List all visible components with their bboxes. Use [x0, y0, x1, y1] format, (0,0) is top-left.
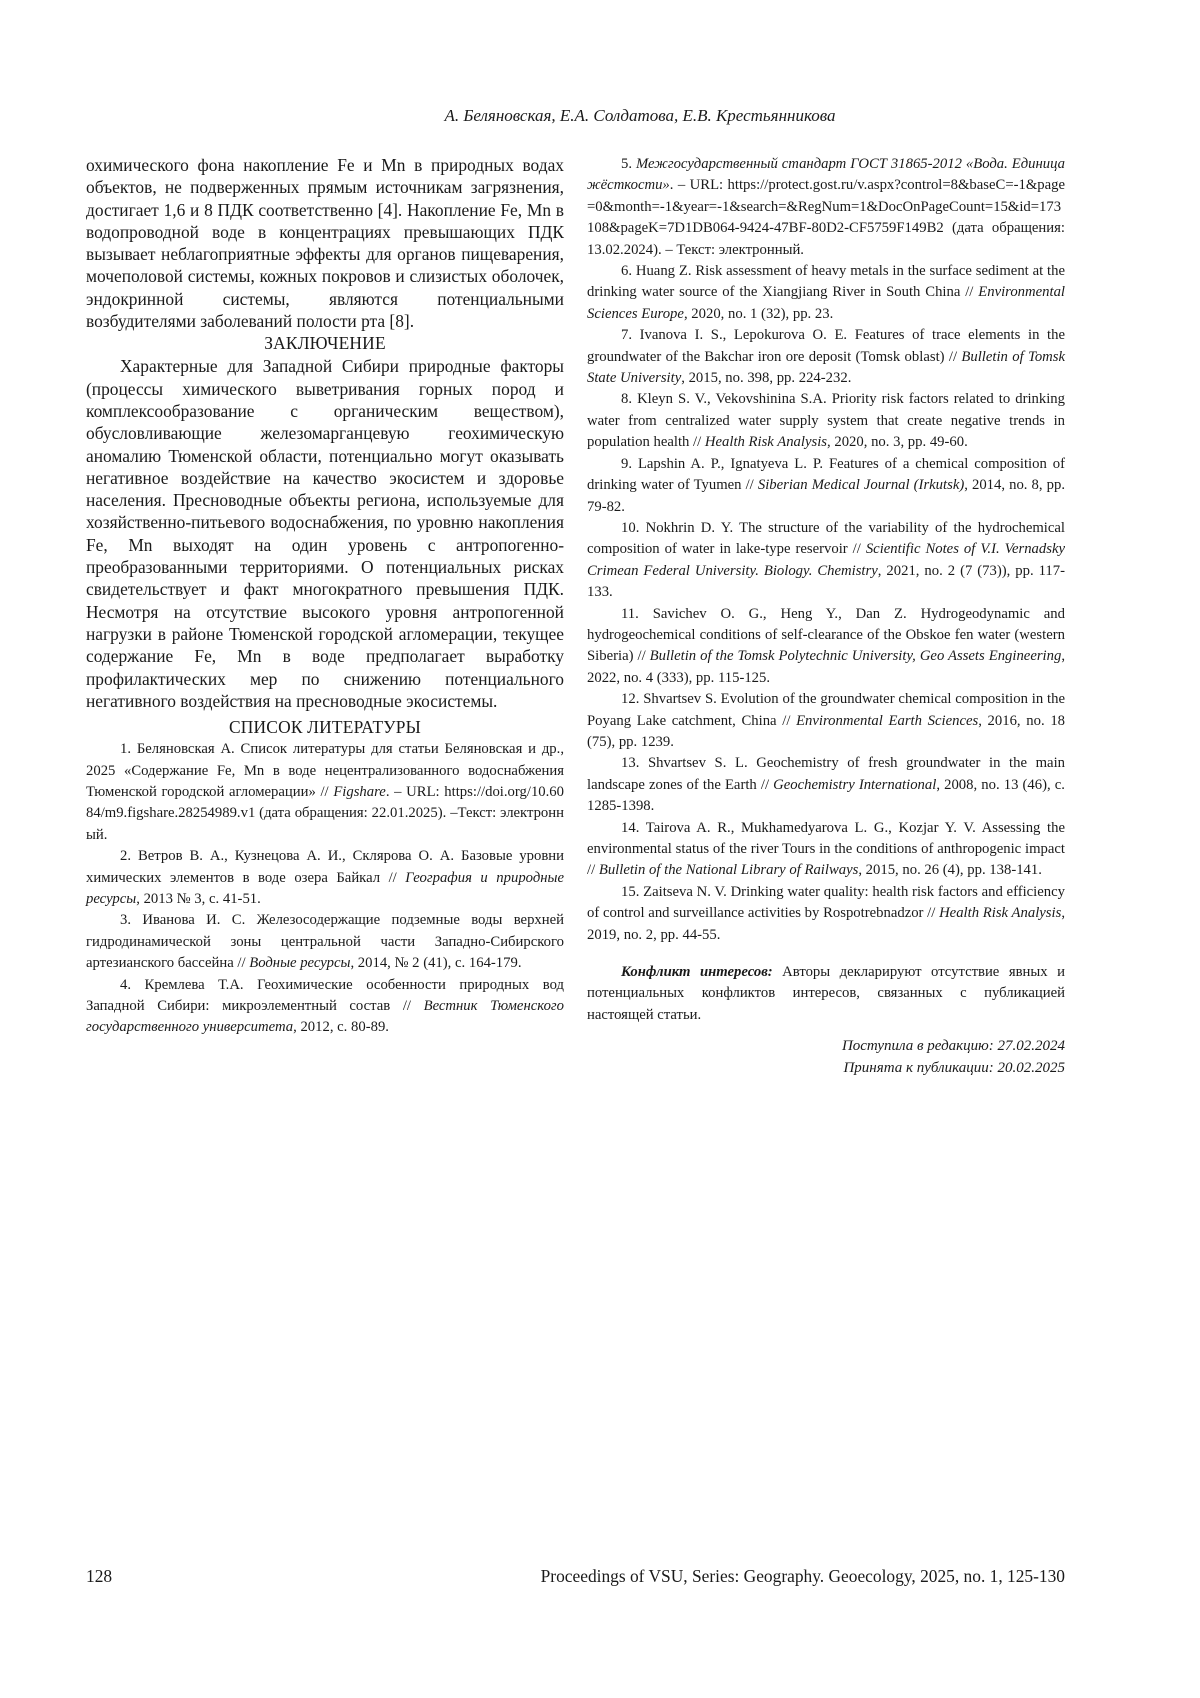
reference-item: 3. Иванова И. С. Железосодержащие подземные воды верхней гидродинамической зоны центральной части Западно-Сибирского артезианского бассейна // Водные ресурсы, 2014, № 2 (41), с. 164-179.: [86, 912, 564, 972]
reference-item: 7. Ivanova I. S., Lepokurova O. E. Features of trace elements in the groundwater of the Bakchar iron ore deposit (Tomsk oblast) // Bulletin of Tomsk State University, 2015, no. 398, pp. 224-232.: [587, 327, 1066, 387]
reference-item: 11. Savichev O. G., Heng Y., Dan Z. Hydrogeodynamic and hydrogeochemical conditions of self-clearance of the Obskoe fen water (western Siberia) // Bulletin of the Tomsk Polytechnic University, Geo Assets Engineering, 2022, no. 4 (333), pp. 115-125.: [587, 605, 1066, 686]
running-header: А. Беляновская, Е.А. Солдатова, Е.В. Крестьянникова: [444, 106, 836, 125]
submission-dates: [587, 1036, 1065, 1079]
body-paragraph: охимического фона накопление Fe и Mn в природных водах объектов, не подверженных прямым источникам загрязнения, достигает 1,6 и 8 ПДК соответственно [4]. Накопление Fe, Mn в водопроводной воде в концентрациях превышающих ПДК вызывает неблагоприятные эффекты для органов пищеварения, мочеполовой системы, кожных покровов и слизистых оболочек, эндокринной системы, являются потенциальными возбудителями заболеваний полости рта [8].: [86, 155, 564, 332]
conflict-label: Конфликт интересов:: [621, 964, 773, 981]
journal-citation: Proceedings of VSU, Series: Geography. Geoecology, 2025, no. 1, 125-130: [540, 1566, 1065, 1586]
reference-item: 8. Kleyn S. V., Vekovshinina S.A. Priority risk factors related to drinking water from centralized water supply system that create negative trends in population health // Health Risk Analysis, 2020, no. 3, pp. 49-60.: [587, 391, 1065, 451]
reference-item: 2. Ветров В. А., Кузнецова А. И., Склярова О. А. Базовые уровни химических элементов в воде озера Байкал // География и природные ресурсы, 2013 № 3, с. 41-51.: [86, 848, 564, 907]
reference-item: 6. Huang Z. Risk assessment of heavy metals in the surface sediment at the drinking water source of the Xiangjiang River in South China // Environmental Sciences Europe, 2020, no. 1 (32), pp. 23.: [587, 263, 1065, 322]
reference-item: 9. Lapshin A. P., Ignatyeva L. P. Features of a chemical composition of drinking water of Tyumen // Siberian Medical Journal (Irkutsk), 2014, no. 8, pp. 79-82.: [587, 455, 1065, 515]
accepted-date: Принята к публикации: 20.02.2025: [843, 1059, 1065, 1076]
conclusion-paragraph: Характерные для Западной Сибири природные факторы (процессы химического выветривания горных пород и комплексообразование с органическим веществом), обусловливающие железомарганцевую геохимическую аномалию Тюменской области, потенциально могут оказывать негативное воздействие на качество экосистем и здоровье населения. Пресноводные объекты региона, используемые для хозяйственно-питьевого водоснабжения, по уровню накопления Fe, Mn выходят на один уровень с антропогенно-преобразованными территориями. О потенциальных рисках свидетельствует и факт многократного превышения ПДК. Несмотря на отсутствие высокого уровня антропогенной нагрузки в районе Тюменской городской агломерации, текущее содержание Fe, Mn в воде предполагает выработку профилактических мер по снижению потенциального негативного воздействия на пресноводные экосистемы.: [86, 356, 564, 711]
reference-item: 14. Tairova A. R., Mukhamedyarova L. G., Kozjar Y. V. Assessing the environmental status of the river Tours in the conditions of anthropogenic impact // Bulletin of the National Library of Railways, 2015, no. 26 (4), pp. 138-141.: [587, 819, 1065, 879]
received-date: Поступила в редакцию: 27.02.2024: [841, 1038, 1065, 1055]
section-title-conclusion: ЗАКЛЮЧЕНИЕ: [264, 333, 386, 354]
left-column: [86, 154, 564, 1039]
reference-item: 13. Shvartsev S. L. Geochemistry of fresh groundwater in the main landscape zones of the Earth // Geochemistry International, 2008, no. 13 (46), с. 1285-1398.: [587, 755, 1065, 815]
right-column: [587, 154, 1065, 1079]
reference-item: 5. Межгосударственный стандарт ГОСТ 31865-2012 «Вода. Единица жёсткости». – URL: https://protect.gost.ru/v.aspx?control=8&baseC=-1&page=0&month=-1&year=-1&search=&RegNum=1&DocOnPageCount=15&id=173108&pageK=7D1DB064-9424-47BF-80D2-CF5759F149B2 (дата обращения: 13.02.2024). – Текст: электронный.: [587, 156, 1066, 258]
reference-item: 4. Кремлева Т.А. Геохимические особенности природных вод Западной Сибири: микроэлементный состав // Вестник Тюменского государственного университета, 2012, с. 80-89.: [86, 976, 564, 1036]
conflict-of-interest: [587, 962, 1065, 1026]
reference-item: 12. Shvartsev S. Evolution of the groundwater chemical composition in the Poyang Lake catchment, China // Environmental Earth Sciences, 2016, no. 18 (75), pp. 1239.: [587, 691, 1066, 750]
reference-item: 1. Беляновская А. Список литературы для статьи Беляновская и др., 2025 «Содержание Fe, Mn в воде нецентрализованного водоснабжения Тюменской городской агломерации» // Figshare. – URL: https://doi.org/10.6084/m9.figshare.28254989.v1 (дата обращения: 22.01.2025). –Текст: электронный.: [86, 741, 564, 843]
section-title-references: СПИСОК ЛИТЕРАТУРЫ: [228, 717, 422, 738]
page-number: 128: [86, 1566, 113, 1586]
conflict-text: Авторы декларируют отсутствие явных и потенциальных конфликтов интересов, связанных с публикацией настоящей статьи.: [587, 964, 1066, 1023]
reference-item: 10. Nokhrin D. Y. The structure of the variability of the hydrochemical composition of water in lake-type reservoir // Scientific Notes of V.I. Vernadsky Crimean Federal University. Biology. Chemistry, 2021, no. 2 (7 (73)), pp. 117-133.: [587, 519, 1065, 601]
reference-item: 15. Zaitseva N. V. Drinking water quality: health risk factors and efficiency of control and surveillance activities by Rospotrebnadzor // Health Risk Analysis, 2019, no. 2, pp. 44-55.: [587, 883, 1065, 943]
